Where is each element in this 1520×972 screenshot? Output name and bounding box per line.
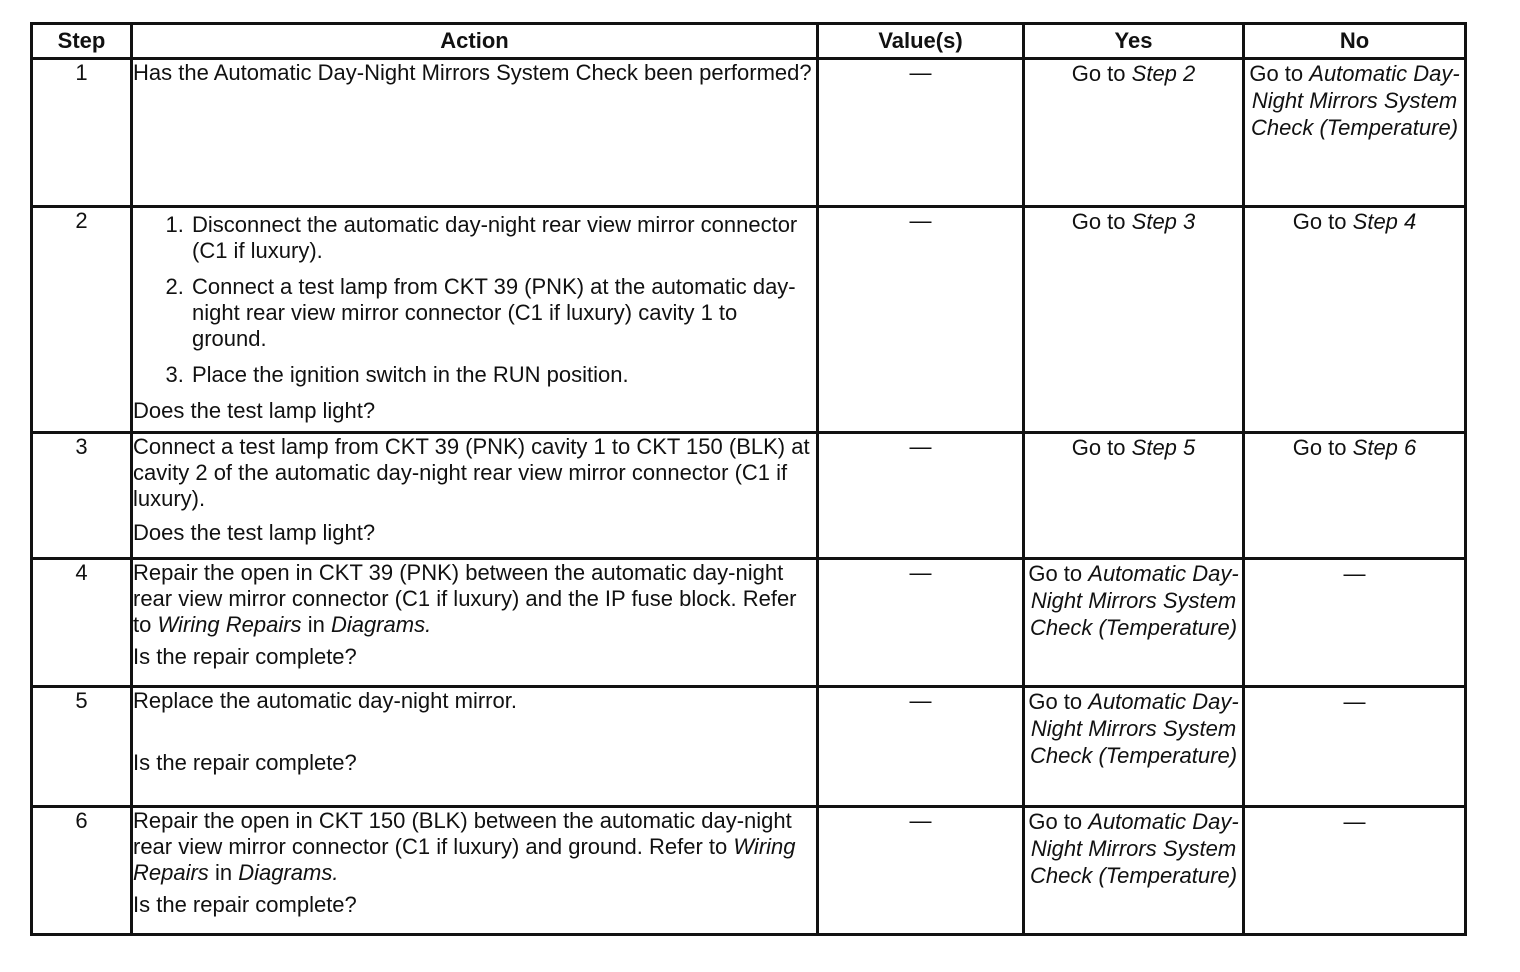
goto-prefix: Go to [1071, 61, 1126, 86]
table-row [32, 687, 1466, 807]
yes-cell [1024, 59, 1244, 207]
goto-prefix: Go to [1028, 561, 1083, 586]
step-number: 4 [32, 559, 132, 687]
yes-cell [1024, 559, 1244, 687]
value-cell: — [818, 807, 1024, 935]
value-cell: — [818, 207, 1024, 433]
yes-cell [1024, 433, 1244, 559]
value-cell: — [818, 687, 1024, 807]
value-cell: — [818, 559, 1024, 687]
action-text [133, 560, 816, 638]
question-text: Does the test lamp light? [133, 398, 376, 423]
goto-link[interactable]: Step 4 [1352, 209, 1417, 234]
action-cell [132, 559, 818, 687]
goto-prefix: Go to [1249, 61, 1304, 86]
diagrams-link[interactable]: Diagrams. [330, 612, 432, 637]
substep-item: 2. Connect a test lamp from CKT 39 (PNK) at the automatic day-night rear view mirror connector (C1 if luxury) cavity 1 to ground. [190, 274, 816, 352]
goto-link[interactable]: Automatic Day-Night Mirrors System Check (Temperature) [1029, 809, 1239, 888]
value-cell: — [818, 59, 1024, 207]
diagrams-link[interactable]: Diagrams. [238, 860, 339, 885]
action-cell [132, 687, 818, 807]
table-row [32, 59, 1466, 207]
question-text: Is the repair complete? [133, 644, 357, 669]
action-text-part: in [214, 860, 233, 885]
header-values: Value(s) [818, 24, 1024, 59]
action-text-part: Repair the open in CKT 39 (PNK) between the automatic day-night rear view mirror connector (C1 if luxury) and the IP fuse block. Refer to [133, 560, 797, 637]
diagnostic-table [30, 22, 1467, 936]
no-cell: — [1244, 687, 1466, 807]
no-cell [1244, 433, 1466, 559]
table-row [32, 207, 1466, 433]
step-number: 3 [32, 433, 132, 559]
goto-link[interactable]: Automatic Day-Night Mirrors System Check (Temperature) [1029, 689, 1239, 768]
header-row [32, 24, 1466, 59]
table-row [32, 433, 1466, 559]
action-cell [132, 433, 818, 559]
yes-cell [1024, 687, 1244, 807]
question-text: Is the repair complete? [133, 750, 357, 775]
action-text-part: Repair the open in CKT 150 (BLK) between the automatic day-night rear view mirror connector (C1 if luxury) and ground. Refer to [133, 808, 792, 859]
action-text: Has the Automatic Day-Night Mirrors System Check been performed? [132, 59, 818, 207]
action-cell [132, 207, 818, 433]
goto-prefix: Go to [1071, 435, 1126, 460]
substep-item: 1. Disconnect the automatic day-night rear view mirror connector (C1 if luxury). [190, 212, 816, 264]
action-cell [132, 807, 818, 935]
no-cell: — [1244, 559, 1466, 687]
goto-link[interactable]: Automatic Day-Night Mirrors System Check (Temperature) [1029, 561, 1239, 640]
action-text: Connect a test lamp from CKT 39 (PNK) cavity 1 to CKT 150 (BLK) at cavity 2 of the automatic day-night rear view mirror connector (C1 if luxury). [133, 434, 810, 511]
header-step: Step [32, 24, 132, 59]
question-text: Does the test lamp light? [133, 520, 376, 545]
goto-prefix: Go to [1292, 209, 1347, 234]
step-number: 1 [32, 59, 132, 207]
yes-cell [1024, 807, 1244, 935]
no-cell [1244, 59, 1466, 207]
action-text-part: in [307, 612, 325, 637]
header-yes: Yes [1024, 24, 1244, 59]
goto-link[interactable]: Automatic Day-Night Mirrors System Check (Temperature) [1250, 61, 1460, 140]
goto-link[interactable]: Step 5 [1131, 435, 1196, 460]
wiring-repairs-link[interactable]: Wiring Repairs [133, 834, 796, 885]
action-text [133, 808, 816, 886]
no-cell: — [1244, 807, 1466, 935]
goto-link[interactable]: Step 3 [1131, 209, 1196, 234]
substep-list [133, 212, 816, 388]
table-row [32, 559, 1466, 687]
wiring-repairs-link[interactable]: Wiring Repairs [157, 612, 302, 637]
table-row [32, 807, 1466, 935]
goto-prefix: Go to [1071, 209, 1126, 234]
substep-item: 3. Place the ignition switch in the RUN position. [190, 362, 816, 388]
goto-link[interactable]: Step 6 [1352, 435, 1417, 460]
step-number: 2 [32, 207, 132, 433]
step-number: 5 [32, 687, 132, 807]
step-number: 6 [32, 807, 132, 935]
goto-prefix: Go to [1292, 435, 1347, 460]
header-no: No [1244, 24, 1466, 59]
question-text: Is the repair complete? [133, 892, 357, 917]
no-cell [1244, 207, 1466, 433]
yes-cell [1024, 207, 1244, 433]
action-text: Replace the automatic day-night mirror. [133, 688, 517, 713]
goto-prefix: Go to [1028, 689, 1083, 714]
goto-prefix: Go to [1028, 809, 1083, 834]
value-cell: — [818, 433, 1024, 559]
header-action: Action [132, 24, 818, 59]
goto-link[interactable]: Step 2 [1131, 61, 1196, 86]
